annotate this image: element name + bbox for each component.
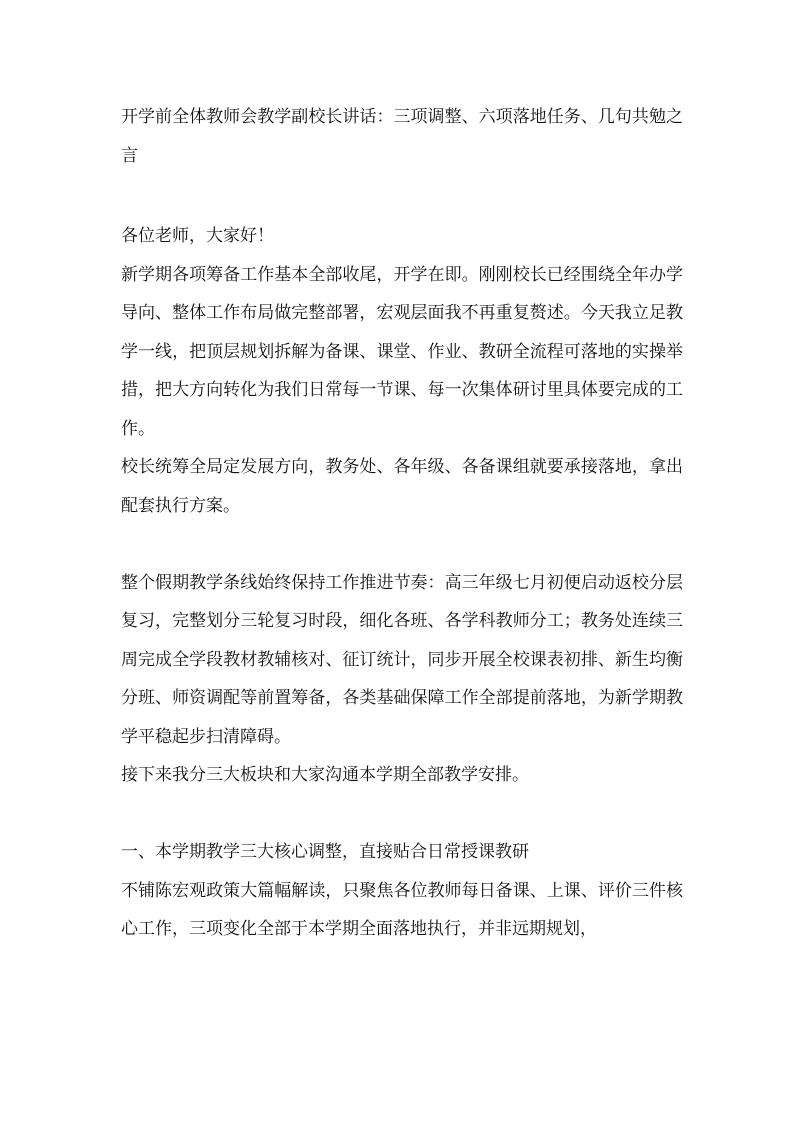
paragraph: 接下来我分三大板块和大家沟通本学期全部教学安排。 <box>121 765 529 785</box>
paragraph: 校长统筹全局定发展方向，教务处、各年级、各备课组就要承接落地，拿出配套执行方案。 <box>121 457 683 516</box>
paragraph: 新学期各项筹备工作基本全部收尾，开学在即。刚刚校长已经围绕全年办学导向、整体工作布局做完整部署，宏观层面我不再重复赘述。今天我立足教学一线，把顶层规划拆解为备课、课堂、作业、教研全流程可落地的实操举措，把大方向转化为我们日常每一节课、每一次集体研讨里具体要完成的工作。 <box>121 264 683 439</box>
blank-line <box>121 795 683 834</box>
blank-line <box>121 525 683 564</box>
greeting: 各位老师，大家好！ <box>121 226 274 246</box>
paragraph: 不铺陈宏观政策大篇幅解读，只聚焦各位教师每日备课、上课、评价三件核心工作，三项变化全部于本学期全面落地执行，并非远期规划， <box>121 880 683 939</box>
section-heading: 一、本学期教学三大核心调整，直接贴合日常授课教研 <box>121 842 529 862</box>
blank-line <box>121 175 683 217</box>
document-title: 开学前全体教师会教学副校长讲话：三项调整、六项落地任务、几句共勉之言 <box>121 107 683 166</box>
paragraph: 整个假期教学条线始终保持工作推进节奏：高三年级七月初便启动返校分层复习，完整划分三轮复习时段，细化各班、各学科教师分工；教务处连续三周完成全学段教材教辅核对、征订统计，同步开展全校课表初排、新生均衡分班、师资调配等前置筹备，各类基础保障工作全部提前落地，为新学期教学平稳起步扫清障碍。 <box>121 572 683 747</box>
document-body <box>121 98 683 949</box>
